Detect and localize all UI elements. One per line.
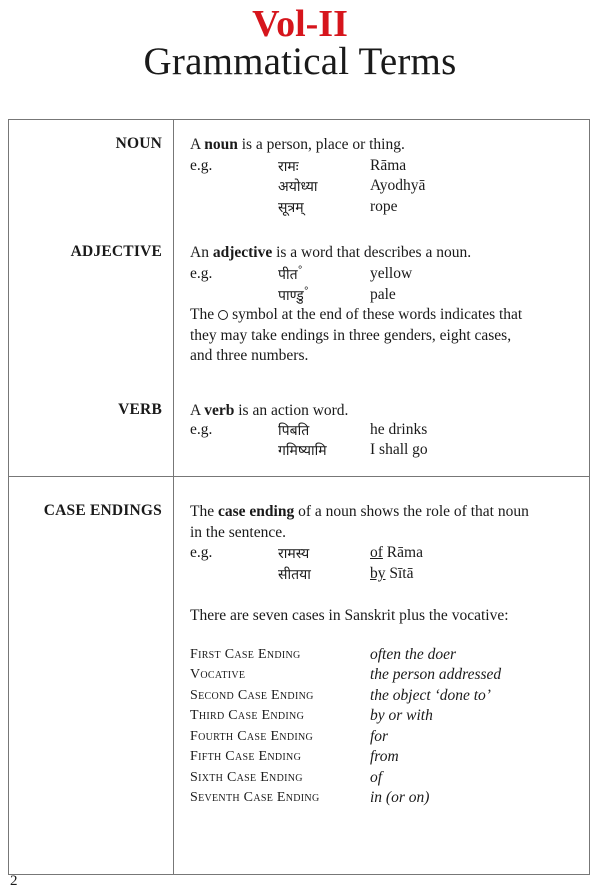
case-eg-label: e.g. bbox=[190, 544, 213, 561]
verb-eg-label: e.g. bbox=[190, 421, 213, 438]
adjective-eg-label: e.g. bbox=[190, 265, 213, 282]
adjective-definition: An adjective is a word that describes a noun. bbox=[190, 244, 472, 261]
case-example-translation: of Rāma bbox=[370, 544, 423, 561]
case-example-translation: by Sītā bbox=[370, 565, 414, 582]
adjective-note: and three numbers. bbox=[190, 347, 309, 364]
case-name: First Case Ending bbox=[190, 647, 301, 662]
cases-intro: There are seven cases in Sanskrit plus the vocative: bbox=[190, 607, 509, 624]
case-description: the object ‘done to’ bbox=[370, 687, 491, 704]
verb-example-translation: he drinks bbox=[370, 421, 428, 438]
degree-symbol-icon bbox=[218, 310, 228, 320]
adjective-example-sanskrit: पाण्डु° bbox=[278, 286, 309, 304]
verb-example-sanskrit: गमिष्यामि bbox=[278, 443, 327, 459]
case-endings-definition: in the sentence. bbox=[190, 524, 286, 541]
page-title: Grammatical Terms bbox=[143, 40, 457, 83]
noun-example-sanskrit: सूत्रम् bbox=[278, 200, 304, 216]
volume-title: Vol-II bbox=[252, 3, 348, 45]
case-description: in (or on) bbox=[370, 789, 430, 806]
case-endings-definition: The case ending of a noun shows the role of that noun bbox=[190, 503, 529, 520]
noun-example-translation: Ayodhyā bbox=[370, 177, 426, 194]
noun-eg-label: e.g. bbox=[190, 157, 213, 174]
case-name: Seventh Case Ending bbox=[190, 790, 320, 805]
noun-example-translation: Rāma bbox=[370, 157, 407, 174]
case-name: Fifth Case Ending bbox=[190, 749, 302, 764]
term-adjective: ADJECTIVE bbox=[70, 243, 162, 260]
case-name: Fourth Case Ending bbox=[190, 729, 314, 744]
case-description: of bbox=[370, 769, 383, 786]
case-name: Sixth Case Ending bbox=[190, 770, 303, 785]
term-verb: VERB bbox=[118, 401, 162, 418]
case-description: the person addressed bbox=[370, 666, 502, 683]
case-description: often the doer bbox=[370, 646, 457, 663]
column-divider bbox=[173, 119, 174, 875]
adjective-example-translation: yellow bbox=[370, 265, 413, 282]
case-name: Vocative bbox=[190, 667, 246, 682]
term-noun: NOUN bbox=[115, 135, 162, 152]
verb-example-translation: I shall go bbox=[370, 441, 428, 458]
verb-definition: A verb is an action word. bbox=[190, 402, 349, 419]
noun-definition: A noun is a person, place or thing. bbox=[190, 136, 405, 153]
adjective-note: The symbol at the end of these words indicates that bbox=[190, 306, 523, 323]
case-description: from bbox=[370, 748, 399, 765]
noun-example-sanskrit: रामः bbox=[278, 159, 299, 175]
noun-example-translation: rope bbox=[370, 198, 398, 215]
page-number: 2 bbox=[10, 873, 18, 889]
verb-example-sanskrit: पिबति bbox=[278, 423, 310, 439]
case-description: by or with bbox=[370, 707, 433, 724]
adjective-note: they may take endings in three genders, eight cases, bbox=[190, 327, 512, 344]
case-name: Third Case Ending bbox=[190, 708, 305, 723]
case-example-sanskrit: रामस्य bbox=[278, 546, 310, 562]
case-example-sanskrit: सीतया bbox=[278, 567, 311, 583]
adjective-example-sanskrit: पीत° bbox=[278, 265, 303, 283]
adjective-example-translation: pale bbox=[370, 286, 396, 303]
noun-example-sanskrit: अयोध्या bbox=[278, 179, 318, 195]
term-case-endings: CASE ENDINGS bbox=[43, 502, 162, 519]
row-divider bbox=[8, 476, 590, 477]
case-description: for bbox=[370, 728, 389, 745]
case-name: Second Case Ending bbox=[190, 688, 314, 703]
